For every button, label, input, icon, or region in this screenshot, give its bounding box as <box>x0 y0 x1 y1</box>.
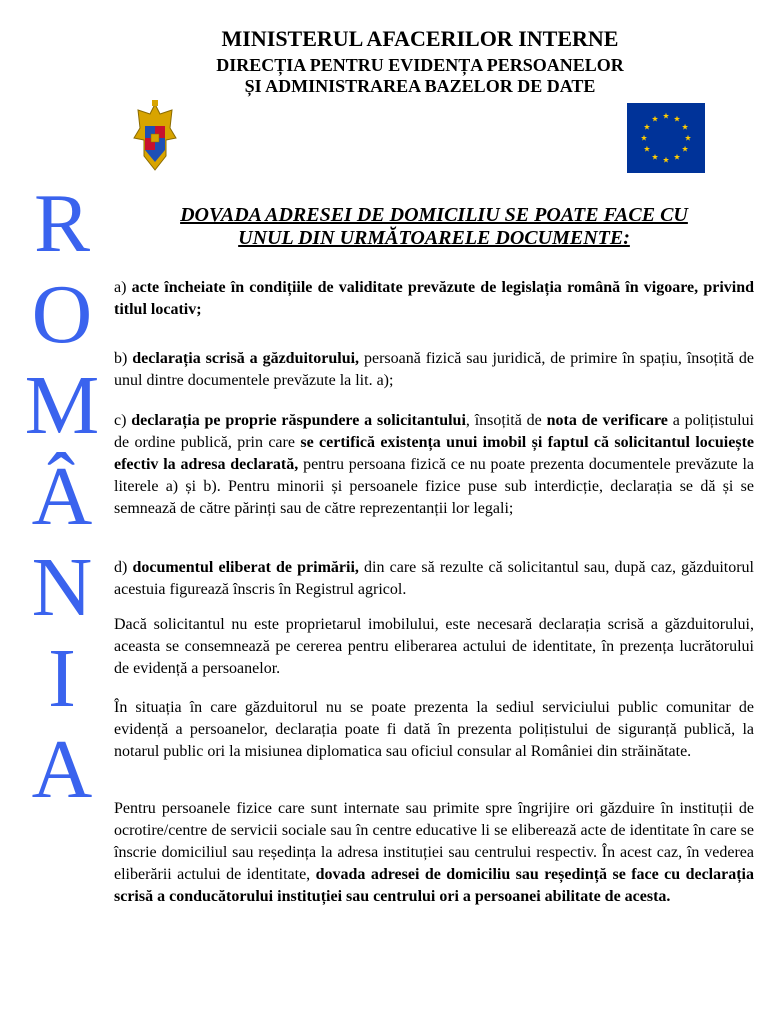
title-line-2: UNUL DIN URMĂTOARELE DOCUMENTE: <box>238 227 630 249</box>
item-a-bold: acte încheiate în condițiile de validitate prevăzute de legislația română în vigoare, privind titlul locativ; <box>114 279 755 318</box>
item-c-bold-2: nota de verificare <box>546 412 668 429</box>
paragraph-host-absence <box>114 697 754 763</box>
item-d-text: din care să rezulte că solicitantul sau, după caz, găzduitorul acestuia figurează înscris în Registrul agricol. <box>114 559 754 598</box>
side-letter-a: A <box>31 723 93 816</box>
paragraph-3-bold: dovada adresei de domiciliu sau reședință se face cu declarația scrisă a conducătorului instituției sau centrului ori a persoanei abilitate de acesta. <box>114 866 755 905</box>
eu-flag-icon <box>627 103 705 173</box>
item-a <box>114 277 754 321</box>
paragraph-2-text: În situația în care găzduitorul nu se poate prezenta la sediul serviciului public comunitar de evidență a persoanelor, declarația poate fi dată în prezenta polițistului de siguranță publică, la notarul public ori la misiunea diplomatica sau oficiul consular al României din străinătate. <box>114 699 754 760</box>
side-letter-o: O <box>31 268 93 361</box>
item-c-bold-3: se certifică existența unui imobil și faptul că solicitantul locuiește efectiv la adresa declarată, <box>114 434 754 473</box>
item-d <box>114 557 754 601</box>
item-b-bold: declarația scrisă a găzduitorului, <box>132 350 360 367</box>
item-c-prefix: c) <box>114 412 132 429</box>
romania-vertical-word <box>24 178 100 815</box>
item-c-text-3: pentru persoana fizică ce nu poate prezenta documentele prevăzute la literele a) și b). Pentru minorii și persoanele fizice puse sub interdicție, declarația se dă și se semnează de către părinți sau de către reprezentanții lor legali; <box>114 456 754 517</box>
side-letter-n: N <box>31 541 93 634</box>
paragraph-institutions <box>114 798 754 908</box>
side-letter-m: M <box>24 359 100 452</box>
item-b <box>114 348 754 392</box>
directorate-line-2: ȘI ADMINISTRAREA BAZELOR DE DATE <box>244 76 596 96</box>
item-b-text: persoană fizică sau juridică, de primire în spațiu, însoțită de unul dintre documentele prevăzute la lit. a); <box>114 350 755 389</box>
item-d-bold: documentul eliberat de primării, <box>132 559 359 576</box>
item-c <box>114 410 754 520</box>
document-title <box>110 204 758 250</box>
item-c-text-1: , însoțită de <box>465 412 547 429</box>
side-letter-i: I <box>48 632 76 725</box>
directorate-heading <box>0 55 768 97</box>
paragraph-owner-declaration <box>114 614 754 680</box>
title-line-1: DOVADA ADRESEI DE DOMICILIU SE POATE FACE CU <box>180 204 688 226</box>
directorate-line-1: DIRECȚIA PENTRU EVIDENȚA PERSOANELOR <box>216 55 624 75</box>
side-letter-r: R <box>33 177 91 270</box>
romania-coat-of-arms-icon <box>130 98 180 172</box>
item-c-bold-1: declarația pe proprie răspundere a solicitantului <box>131 412 466 429</box>
side-letter-a-circumflex: Â <box>31 450 93 543</box>
ministry-heading: MINISTERUL AFACERILOR INTERNE <box>221 26 619 51</box>
paragraph-3-text: Pentru persoanele fizice care sunt internate sau primite spre îngrijire ori găzduire în instituții de ocrotire/centre de servicii sociale sau în centre educative li se eliberează acte de identitate în care se înscrie domiciliul sau reședința la adresa instituției sau centrului respectiv. În acest caz, în vederea eliberării actului de identitate, <box>114 800 754 883</box>
item-b-prefix: b) <box>114 350 133 367</box>
item-a-prefix: a) <box>114 279 132 296</box>
item-c-text-2: a polițistului de ordine publică, prin care <box>114 412 754 451</box>
paragraph-1-text: Dacă solicitantul nu este proprietarul imobilului, este necesară declarația scrisă a găzduitorului, aceasta se consemnează pe cererea pentru eliberarea actului de identitate, în prezența lucrătorului de evidență a persoanelor. <box>114 616 754 677</box>
item-d-prefix: d) <box>114 559 133 576</box>
